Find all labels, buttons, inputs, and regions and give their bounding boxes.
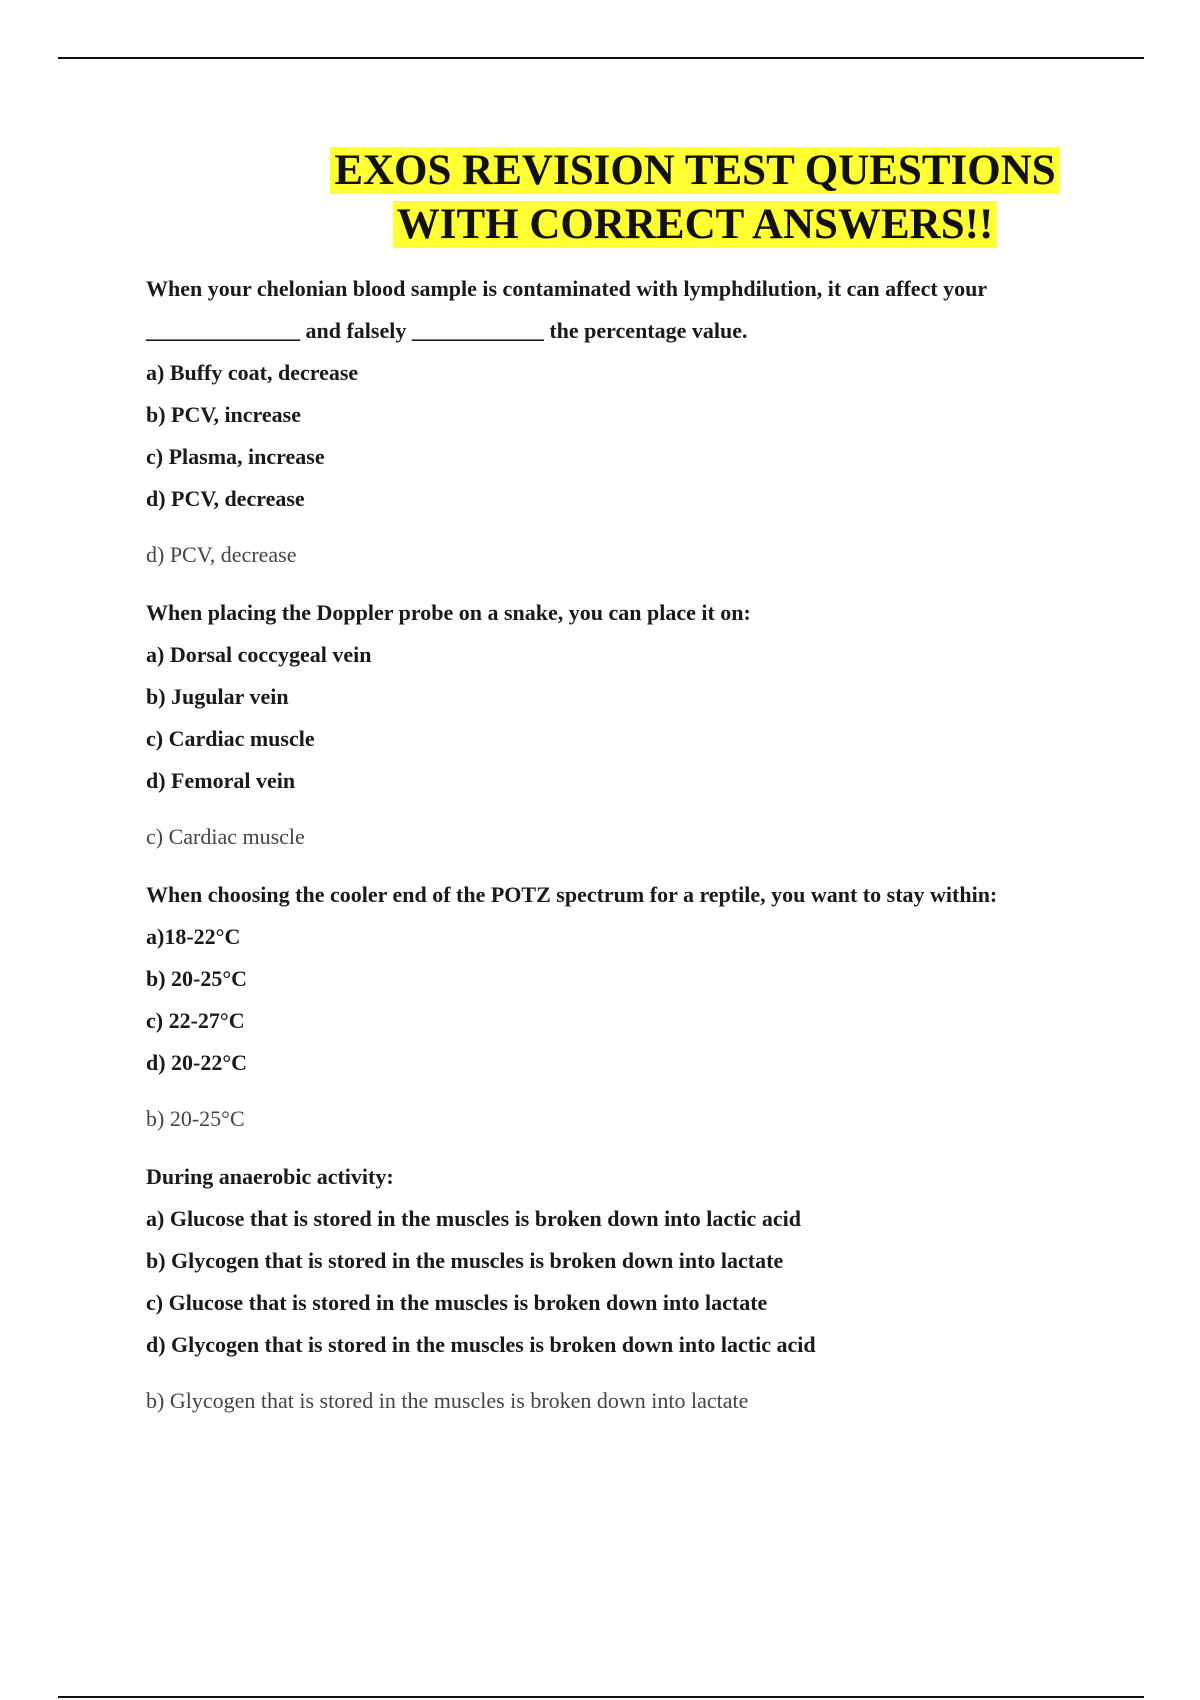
- question-text: During anaerobic activity:: [146, 1164, 394, 1189]
- option-a: a) Buffy coat, decrease: [146, 360, 359, 385]
- bottom-rule: [58, 1696, 1144, 1698]
- title-line-2: WITH CORRECT ANSWERS!!: [393, 201, 998, 248]
- option-d: d) Femoral vein: [146, 768, 296, 793]
- correct-answer: c) Cardiac muscle: [146, 824, 305, 849]
- option-a: a)18-22°C: [146, 924, 241, 949]
- question-text: When choosing the cooler end of the POTZ spectrum for a reptile, you want to stay within:: [146, 882, 998, 907]
- option-c: c) 22-27°C: [146, 1008, 245, 1033]
- option-b: b) Glycogen that is stored in the muscles is broken down into lactate: [146, 1248, 784, 1273]
- option-b: b) 20-25°C: [146, 966, 248, 991]
- option-b: b) PCV, increase: [146, 402, 302, 427]
- option-c: c) Glucose that is stored in the muscles is broken down into lactate: [146, 1290, 768, 1315]
- question-text: When placing the Doppler probe on a snake, you can place it on:: [146, 600, 751, 625]
- question-4: [146, 1156, 1106, 1422]
- question-2: [146, 592, 1106, 858]
- option-c: c) Plasma, increase: [146, 444, 325, 469]
- top-rule: [58, 57, 1144, 59]
- title-line-1: EXOS REVISION TEST QUESTIONS: [330, 147, 1059, 194]
- correct-answer: b) 20-25°C: [146, 1106, 245, 1131]
- option-c: c) Cardiac muscle: [146, 726, 315, 751]
- option-a: a) Dorsal coccygeal vein: [146, 642, 372, 667]
- document-title: [0, 144, 1200, 252]
- option-a: a) Glucose that is stored in the muscles is broken down into lactic acid: [146, 1206, 801, 1231]
- correct-answer: b) Glycogen that is stored in the muscles is broken down into lactate: [146, 1388, 749, 1413]
- question-text-cont: ______________ and falsely ____________ the percentage value.: [146, 318, 748, 343]
- question-list: [146, 268, 1106, 1438]
- question-3: [146, 874, 1106, 1140]
- correct-answer: d) PCV, decrease: [146, 542, 297, 567]
- option-d: d) PCV, decrease: [146, 486, 305, 511]
- option-d: d) Glycogen that is stored in the muscles is broken down into lactic acid: [146, 1332, 816, 1357]
- question-text: When your chelonian blood sample is contaminated with lymphdilution, it can affect your: [146, 276, 988, 301]
- option-d: d) 20-22°C: [146, 1050, 248, 1075]
- option-b: b) Jugular vein: [146, 684, 289, 709]
- question-1: [146, 268, 1106, 576]
